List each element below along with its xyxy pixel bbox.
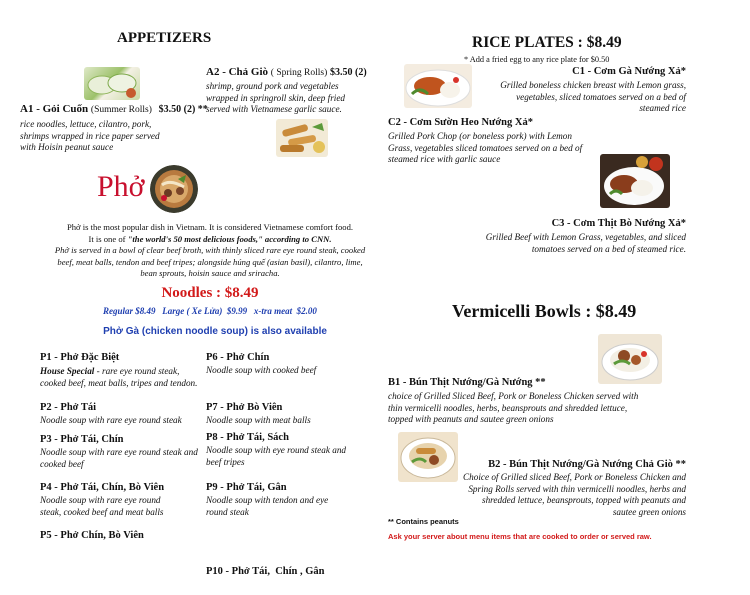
a1-price: $3.50 (2) ** [158,104,208,115]
pho-item-title: P9 - Phở Tái, Gân [206,482,287,493]
pho-item-p6 [206,352,341,377]
pho-item-p2 [40,402,205,427]
pho-intro-2 [50,234,370,246]
pho-intro [50,222,370,280]
pho-item-p9 [206,482,336,518]
pho-item-desc: Noodle soup with rare eye round steak and cooked beef [40,447,198,469]
b2-title: B2 - Bún Thịt Nướng/Gà Nướng Chả Giò ** [488,459,686,470]
b2-desc: Choice of Grilled sliced Beef, Pork or Boneless Chicken and Spring Rolls served with thin vermicelli noodles, herbs and shredded lettuce, beansprouts, topped with peanuts and sautee green onions [463,472,686,517]
pho-item-title: P2 - Phở Tái [40,402,97,413]
pho-item-title: P10 - Phở Tái, Chín , Gân [206,566,325,577]
a2-sub: ( Spring Rolls) [270,68,328,78]
pho-item-p4 [40,482,180,518]
chicken-plate-photo [404,64,472,108]
c1-desc: Grilled boneless chicken breast with Lemon grass, vegetables, sliced tomatoes served on a bed of steamed rice [500,80,686,113]
appetizers-heading: APPETIZERS [117,30,212,46]
pho-item-p8 [206,432,346,468]
c1-title: C1 - Cơm Gà Nướng Xả* [572,66,686,77]
pho-item-desc: Noodle soup with eye round steak and beef tripes [206,445,347,467]
vermicelli-heading: Vermicelli Bowls : $8.49 [452,301,637,321]
pho-intro-1: Phở is the most popular dish in Vietnam. It is considered Vietnamese comfort food. [66,222,354,232]
rice-note: * Add a fried egg to any rice plate for $0.50 [464,55,610,64]
a1-header [20,103,208,115]
pho-item-desc: Noodle soup with meat balls [206,415,311,425]
pho-item-title: P3 - Phở Tái, Chín [40,434,124,445]
pho-item-desc-bold: House Special [40,366,95,376]
pho-item-title: P4 - Phở Tái, Chín, Bò Viên [40,482,165,493]
c3-desc: Grilled Beef with Lemon Grass, vegetables, and sliced tomatoes served on a bed of steamed rice. [485,232,686,254]
pho-item-title: P5 - Phở Chín, Bò Viên [40,530,144,541]
a2-price: $3.50 (2) [330,67,367,78]
rice-heading: RICE PLATES : $8.49 [472,34,622,51]
vermicelli-bowl-photo-2 [398,432,458,482]
pho-item-p10 [206,530,366,595]
pho-item-p7 [206,402,341,427]
noodles-heading: Noodles : $8.49 [161,285,259,301]
a2-desc: shrimp, ground pork and vegetables wrapped in springroll skin, deep fried served with Vietnamese garlic sauce. [206,81,345,114]
pho-intro-2-pre: It is one of [88,233,128,244]
c2-title: C2 - Cơm Sườn Heo Nướng Xả* [388,117,533,128]
a1-sub: (Summer Rolls) [90,105,152,115]
pho-sizes: Regular $8.49 Large ( Xe Lửa) $9.99 x-tra meat $2.00 [103,306,317,316]
a1-title: A1 - Gỏi Cuốn [20,103,89,115]
pho-logo: Phở [97,170,145,203]
spring-rolls-photo [276,119,328,157]
pho-item-title: P7 - Phở Bò Viên [206,402,283,413]
pho-intro-2-quote: "the world's 50 most delicious foods," according to CNN. [127,233,332,244]
pho-item-desc: Noodle soup with tendon and eye round steak [206,495,329,517]
pho-item-desc: Noodle soup with rare eye round steak [40,415,182,425]
pho-item-title: P8 - Phở Tái, Sách [206,432,289,443]
pho-item-title: P1 - Phở Đặc Biệt [40,352,120,363]
pho-item-p3 [40,434,205,470]
a1-desc: rice noodles, lettuce, cilantro, pork, shrimps wrapped in rice paper served with Hoisin peanut sauce [20,119,160,152]
summer-rolls-photo [84,67,140,100]
a2-title: A2 - Chả Giò [206,66,269,78]
a2-header [206,66,367,78]
c2-desc: Grilled Pork Chop (or boneless pork) with Lemon Grass, vegetables sliced tomatoes served on a bed of steamed rice with garlic sauce [388,131,583,164]
pho-intro-3: Phở is served in a bowl of clear beef broth, with thinly sliced rare eye round steak, cooked beef, meat balls, tendon and beef tripes; alongside húng quế (asian basil), cilantro, lime, bean sprouts, hoisin sauce and sriracha. [54,245,366,278]
pho-item-desc: Noodle soup with rare eye round steak, cooked beef and meat balls [40,495,164,517]
pho-item-title: P6 - Phở Chín [206,352,270,363]
peanut-note: ** Contains peanuts [388,517,459,526]
b1-title: B1 - Bún Thịt Nướng/Gà Nướng ** [388,377,546,388]
vermicelli-bowl-photo-1 [598,334,662,384]
pho-item-p5 [40,530,200,541]
pho-item-desc: - rare eye round steak, cooked beef, meat balls, tripes and tendon. [40,366,198,388]
pho-chicken-note: Phở Gà (chicken noodle soup) is also available [103,326,327,337]
pho-bowl-photo [150,165,198,213]
pho-item-p1 [40,352,200,389]
pork-plate-photo [600,154,670,208]
b1-desc: choice of Grilled Sliced Beef, Pork or Boneless Chicken served with thin vermicelli noodles, herbs, beansprouts and shredded lettuce, topped with peanuts and sautee green onions [388,391,639,424]
c3-title: C3 - Cơm Thịt Bò Nướng Xả* [551,218,686,229]
cook-note: Ask your server about menu items that are cooked to order or served raw. [388,532,652,541]
pho-item-desc: Noodle soup with cooked beef [206,365,317,375]
